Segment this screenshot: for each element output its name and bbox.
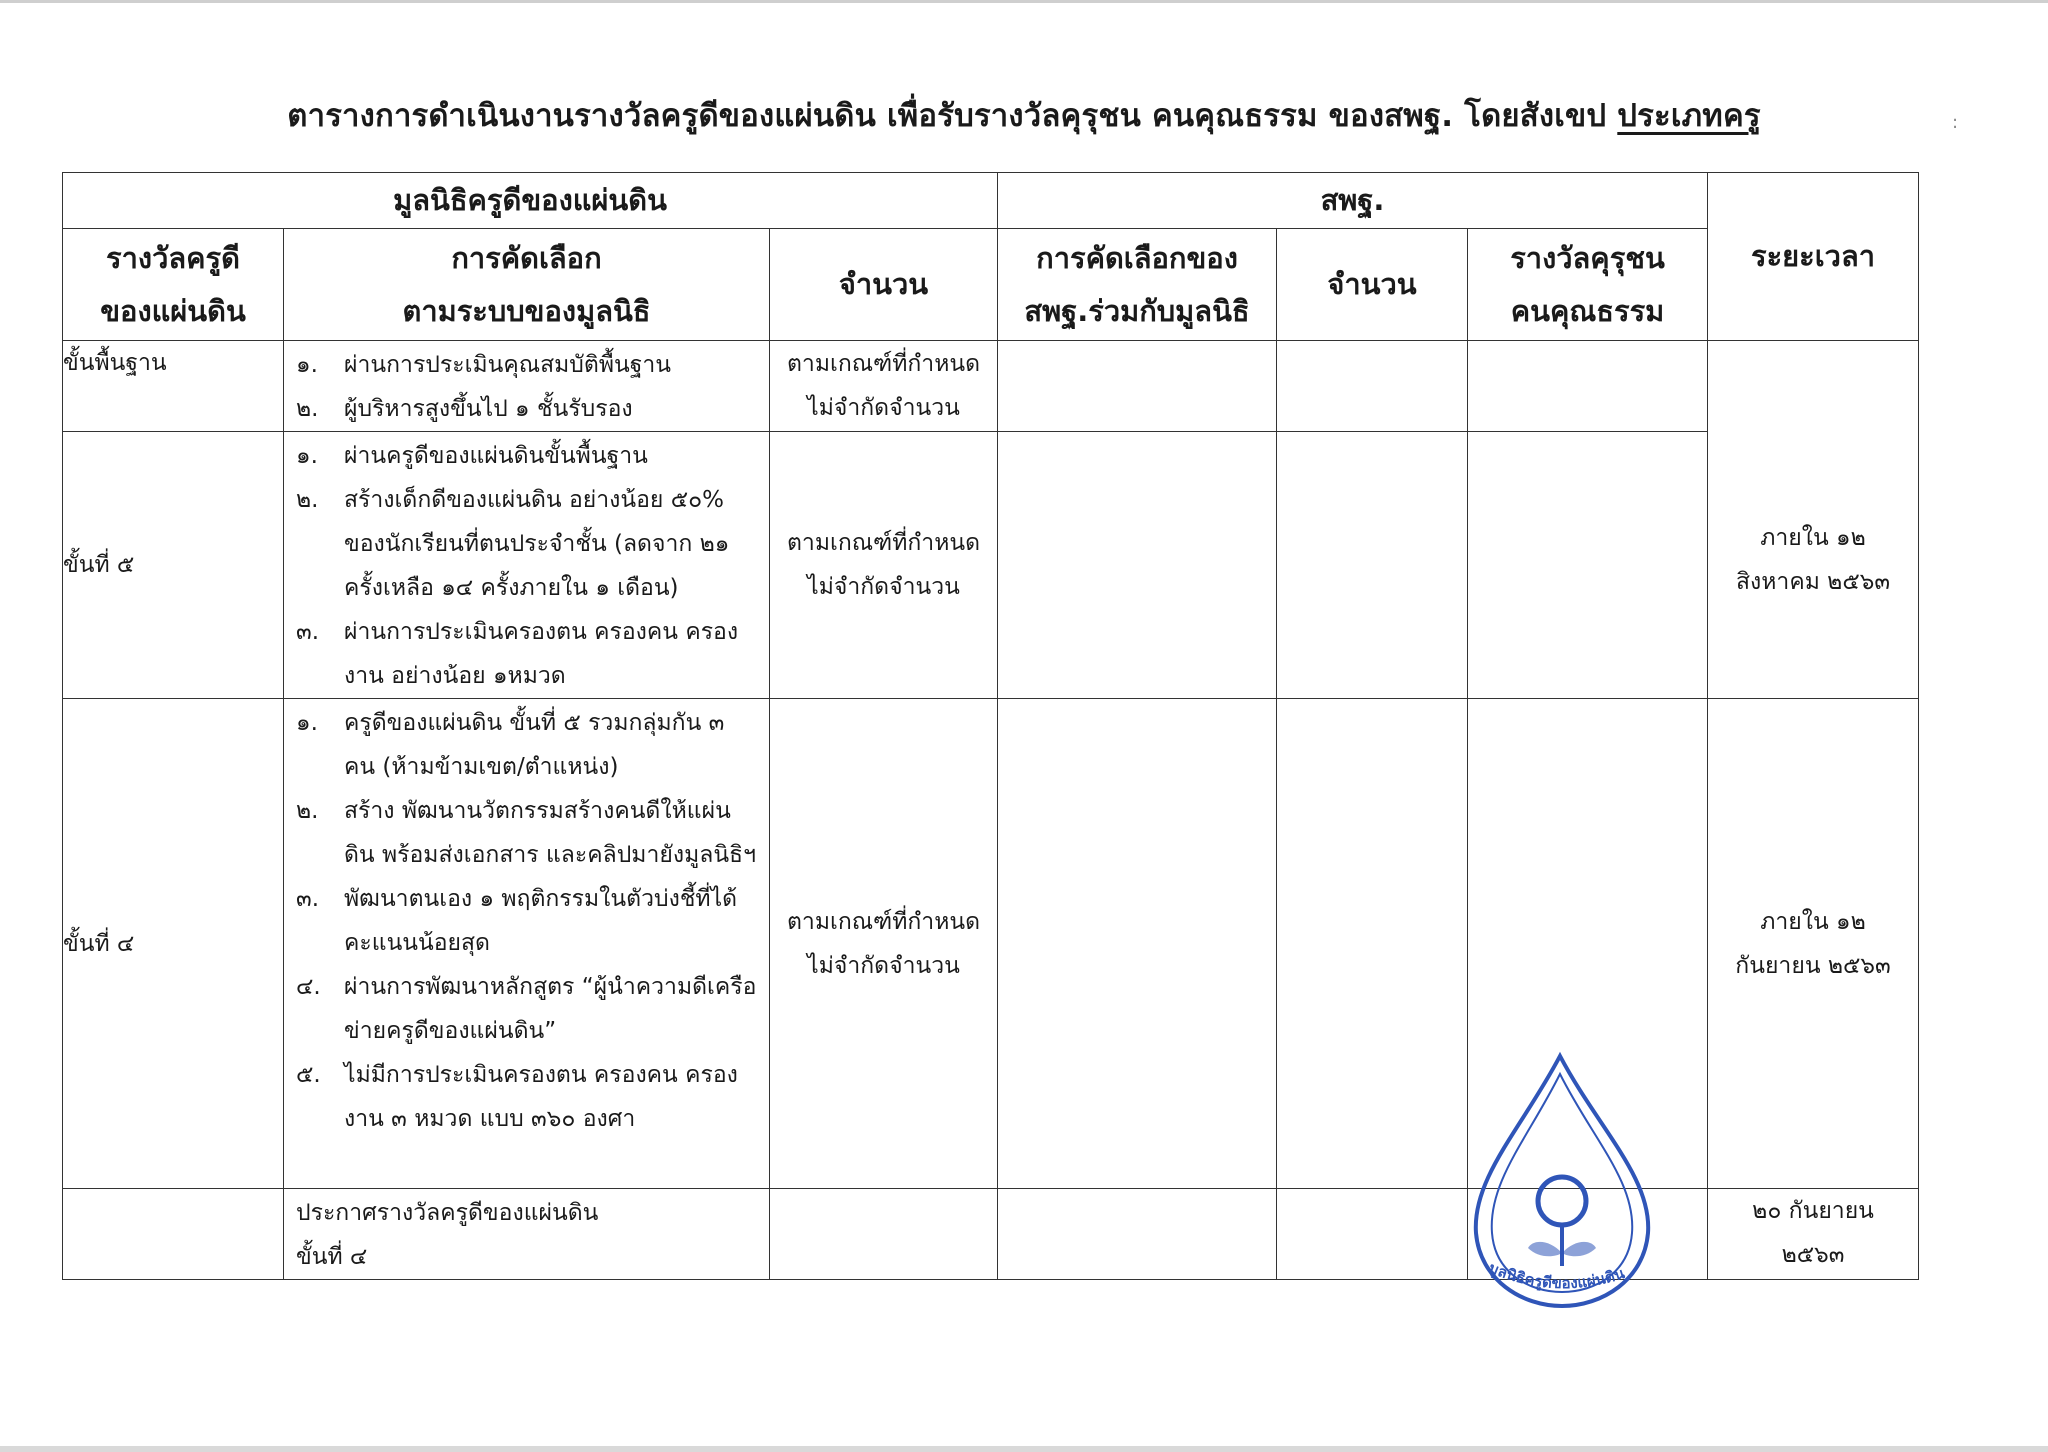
criteria-number: ๓. [296,619,320,645]
criteria-text: สร้าง พัฒนานวัตกรรมสร้างคนดีให้แผ่นดิน พร้อมส่งเอกสาร และคลิปมายังมูลนิธิฯ [344,798,757,868]
level-cell: ขั้นที่ ๕ [63,432,284,699]
header-columns-row [63,229,1919,341]
criteria-text: ผ่านครูดีของแผ่นดินขั้นพื้นฐาน [344,443,648,469]
criteria-text: ผ่านการประเมินคุณสมบัติพื้นฐาน [344,352,672,378]
title-main: ตารางการดำเนินงานรางวัลครูดีของแผ่นดิน เพื่อรับรางวัลคุรุชน คนคุณธรรม ของสพฐ. โดยสังเขป [287,98,1607,134]
quantity-line1: ตามเกณฑ์ที่กำหนด [786,530,981,556]
timeframe-line1: ภายใน ๑๒ [1760,524,1866,551]
timeframe-line1: ภายใน ๑๒ [1760,908,1866,935]
criteria-number: ๒. [296,396,319,422]
criteria-text: ผ่านการประเมินครองตน ครองคน ครองงาน อย่างน้อย ๑หมวด [344,619,739,689]
obec-selection-cell [998,432,1277,699]
timeframe-cell [1708,699,1919,1189]
header-kuruchon-line2: คนคุณธรรม [1510,293,1665,328]
kuruchon-cell [1468,341,1708,432]
criteria-item [296,877,761,965]
obec-quantity-cell [1277,432,1468,699]
criteria-cell [284,699,770,1189]
timeframe-line2: ๒๕๖๓ [1781,1242,1845,1268]
header-timeframe: ระยะเวลา [1708,173,1919,341]
obec-quantity-cell [1277,1189,1468,1280]
timeframe-line2: กันยายน ๒๕๖๓ [1735,952,1891,979]
document-title [0,90,2048,140]
quantity-cell [770,1189,998,1280]
foundation-stamp-logo [1462,1048,1682,1318]
criteria-text: สร้างเด็กดีของแผ่นดิน อย่างน้อย ๕๐% ของนักเรียนที่ตนประจำชั้น (ลดจาก ๒๑ ครั้งเหลือ ๑๔ ครั้งภายใน ๑ เดือน) [344,487,730,601]
obec-quantity-cell [1277,699,1468,1189]
criteria-number: ๒. [296,487,319,513]
criteria-item [296,965,761,1053]
criteria-text: พัฒนาตนเอง ๑ พฤติกรรมในตัวบ่งชี้ที่ได้คะแนนน้อยสุด [344,886,738,956]
criteria-item [296,701,761,789]
header-kuruchon [1468,229,1708,341]
kuruchon-cell [1468,432,1708,699]
timeframe-cell [1708,341,1919,699]
criteria-number: ๑. [296,443,318,469]
criteria-text: ผู้บริหารสูงขึ้นไป ๑ ชั้นรับรอง [344,396,633,422]
timeframe-line2: สิงหาคม ๒๕๖๓ [1735,568,1891,595]
obec-selection-cell [998,1189,1277,1280]
announcement-line2: ขั้นที่ ๔ [296,1244,368,1270]
criteria-text: ผ่านการพัฒนาหลักสูตร “ผู้นำความดีเครือข่ายครูดีของแผ่นดิน” [344,974,757,1044]
criteria-cell [284,432,770,699]
criteria-item [296,434,761,478]
criteria-cell [284,341,770,432]
announcement-cell [284,1189,770,1280]
quantity-line2: ไม่จำกัดจำนวน [807,952,960,979]
page-top-edge [0,0,2048,3]
quantity-line2: ไม่จำกัดจำนวน [807,574,960,600]
criteria-item [296,1053,761,1141]
quantity-cell [770,341,998,432]
header-obec-selection [998,229,1277,341]
criteria-item [296,478,761,610]
header-award-line1: รางวัลครูดี [106,240,240,275]
announcement-line1: ประกาศรางวัลครูดีของแผ่นดิน [296,1200,599,1226]
header-selection [284,229,770,341]
header-quantity: จำนวน [770,229,998,341]
criteria-list [284,699,769,1141]
header-award-line2: ของแผ่นดิน [100,293,246,328]
header-obec-selection-line1: การคัดเลือกของ [1036,240,1238,275]
criteria-number: ๕. [296,1062,321,1088]
criteria-item [296,387,761,431]
table-row [63,432,1919,699]
criteria-item [296,343,761,387]
page-bottom-edge [0,1446,2048,1452]
header-group-row [63,173,1919,229]
header-obec-selection-line2: สพฐ.ร่วมกับมูลนิธิ [1024,293,1250,328]
header-foundation-group: มูลนิธิครูดีของแผ่นดิน [63,173,998,229]
header-obec-quantity: จำนวน [1277,229,1468,341]
quantity-line2: ไม่จำกัดจำนวน [807,395,960,421]
criteria-number: ๑. [296,710,318,736]
criteria-text: ครูดีของแผ่นดิน ขั้นที่ ๕ รวมกลุ่มกัน ๓ คน (ห้ามข้ามเขต/ตำแหน่ง) [344,710,725,780]
header-selection-line2: ตามระบบของมูลนิธิ [402,293,651,328]
quantity-line1: ตามเกณฑ์ที่กำหนด [786,351,981,377]
timeframe-line1: ๒๐ กันยายน [1752,1198,1874,1224]
margin-mark: : [1952,112,1959,133]
criteria-list [284,341,769,431]
header-selection-line1: การคัดเลือก [451,240,602,275]
criteria-number: ๓. [296,886,320,912]
criteria-number: ๒. [296,798,319,824]
table-row [63,341,1919,432]
level-cell: ขั้นที่ ๔ [63,699,284,1189]
quantity-cell [770,699,998,1189]
title-emphasis: ประเภทครู [1617,98,1761,134]
quantity-cell [770,432,998,699]
level-cell [63,1189,284,1280]
criteria-text: ไม่มีการประเมินครองตน ครองคน ครองงาน ๓ หมวด แบบ ๓๖๐ องศา [344,1062,738,1132]
figure-head-circle [1538,1177,1586,1225]
criteria-number: ๑. [296,352,318,378]
stamp-text-path: มูลนิธิครูดีของแผ่นดิน [1485,1258,1627,1293]
level-cell: ขั้นพื้นฐาน [63,341,284,432]
header-obec-group: สพฐ. [998,173,1708,229]
timeframe-cell [1708,1189,1919,1280]
criteria-list [284,432,769,698]
quantity-line1: ตามเกณฑ์ที่กำหนด [786,908,981,935]
sprout-leaf-right [1562,1242,1596,1256]
header-award [63,229,284,341]
sprout-leaf-left [1528,1242,1562,1256]
criteria-number: ๔. [296,974,321,1000]
obec-quantity-cell [1277,341,1468,432]
obec-selection-cell [998,699,1277,1189]
header-kuruchon-line1: รางวัลคุรุชน [1510,240,1665,275]
criteria-item [296,789,761,877]
obec-selection-cell [998,341,1277,432]
criteria-item [296,610,761,698]
